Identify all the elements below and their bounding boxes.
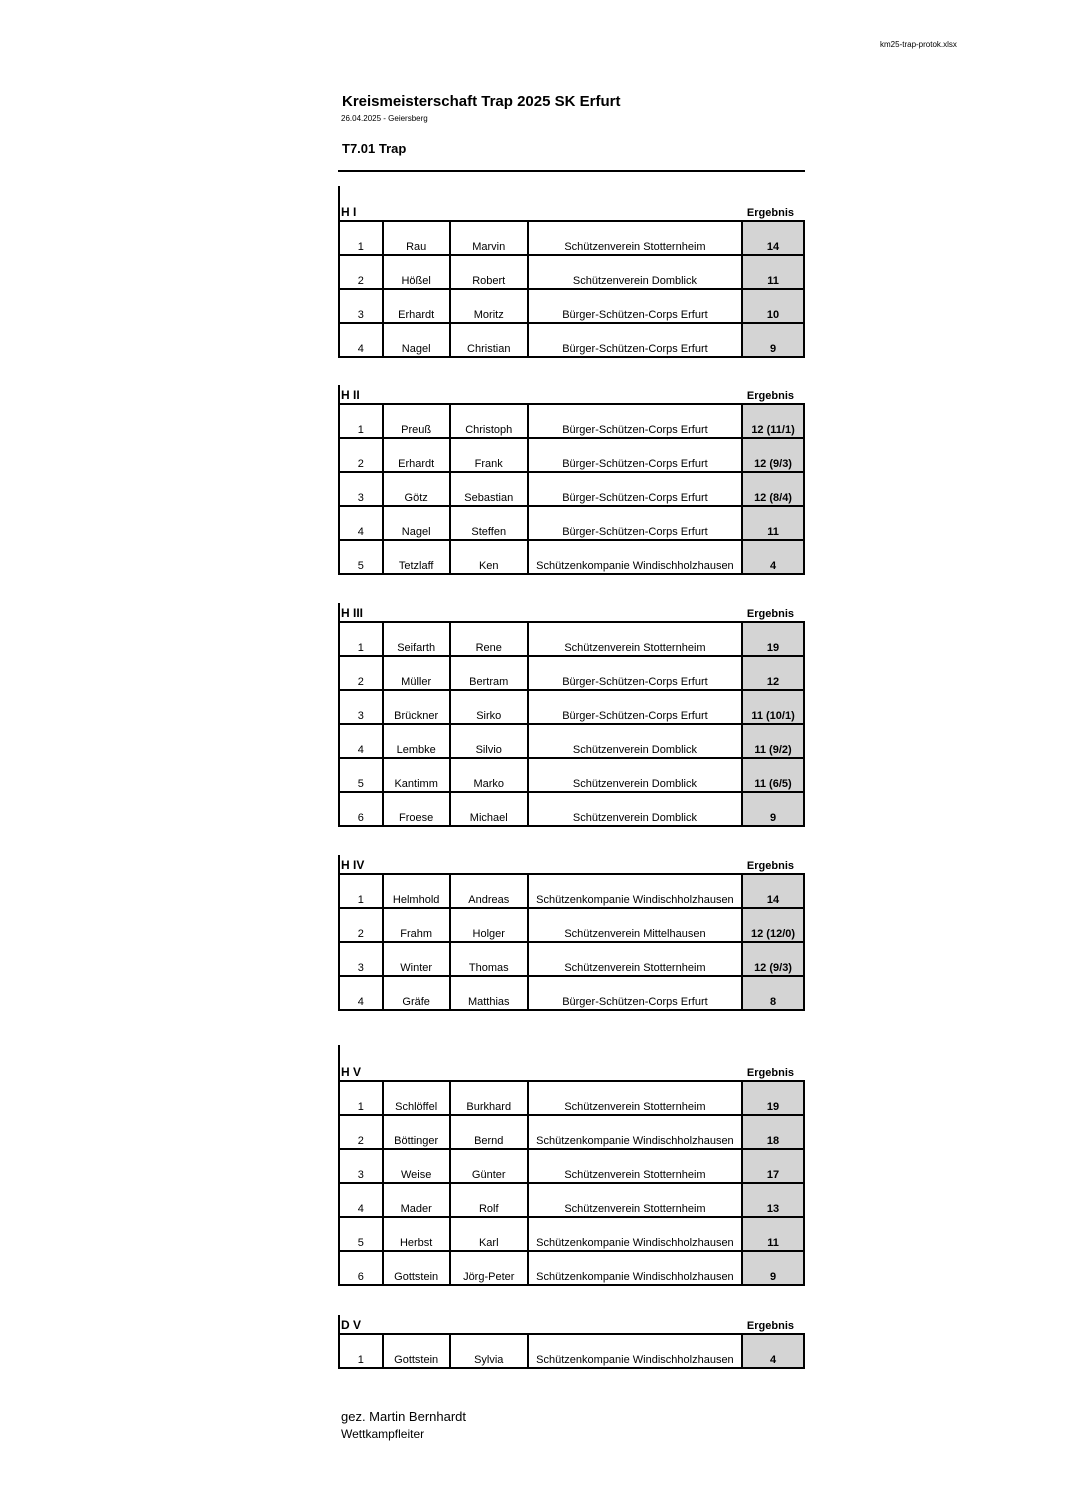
results-table <box>338 621 805 827</box>
rank-cell: 2 <box>339 438 383 472</box>
club-cell: Schützenverein Domblick <box>528 792 742 826</box>
first-name-cell: Sylvia <box>450 1334 528 1368</box>
group-header <box>338 204 805 220</box>
first-name-cell: Rolf <box>450 1183 528 1217</box>
result-cell: 14 <box>742 221 804 255</box>
last-name-cell: Brückner <box>383 690 450 724</box>
club-cell: Schützenverein Stotternheim <box>528 622 742 656</box>
result-cell: 11 <box>742 1217 804 1251</box>
result-cell: 4 <box>742 1334 804 1368</box>
rank-cell: 5 <box>339 758 383 792</box>
rank-cell: 4 <box>339 1183 383 1217</box>
table-row <box>339 908 804 942</box>
last-name-cell: Herbst <box>383 1217 450 1251</box>
last-name-cell: Böttinger <box>383 1115 450 1149</box>
club-cell: Schützenverein Domblick <box>528 758 742 792</box>
last-name-cell: Schlöffel <box>383 1081 450 1115</box>
first-name-cell: Steffen <box>450 506 528 540</box>
first-name-cell: Marvin <box>450 221 528 255</box>
group-name: H III <box>341 606 364 620</box>
table-row <box>339 540 804 574</box>
result-cell: 12 (9/3) <box>742 438 804 472</box>
result-cell: 11 <box>742 506 804 540</box>
result-cell: 12 <box>742 656 804 690</box>
first-name-cell: Sebastian <box>450 472 528 506</box>
group-header <box>338 605 805 621</box>
first-name-cell: Thomas <box>450 942 528 976</box>
first-name-cell: Silvio <box>450 724 528 758</box>
rank-cell: 1 <box>339 221 383 255</box>
first-name-cell: Bernd <box>450 1115 528 1149</box>
first-name-cell: Matthias <box>450 976 528 1010</box>
club-cell: Bürger-Schützen-Corps Erfurt <box>528 438 742 472</box>
table-row <box>339 1115 804 1149</box>
first-name-cell: Bertram <box>450 656 528 690</box>
result-cell: 12 (8/4) <box>742 472 804 506</box>
result-cell: 11 (6/5) <box>742 758 804 792</box>
last-name-cell: Frahm <box>383 908 450 942</box>
club-cell: Schützenverein Stotternheim <box>528 221 742 255</box>
first-name-cell: Michael <box>450 792 528 826</box>
last-name-cell: Preuß <box>383 404 450 438</box>
result-cell: 8 <box>742 976 804 1010</box>
last-name-cell: Tetzlaff <box>383 540 450 574</box>
rank-cell: 2 <box>339 908 383 942</box>
table-row <box>339 1081 804 1115</box>
table-row <box>339 289 804 323</box>
last-name-cell: Lembke <box>383 724 450 758</box>
result-cell: 10 <box>742 289 804 323</box>
table-row <box>339 472 804 506</box>
table-row <box>339 1183 804 1217</box>
table-row <box>339 1149 804 1183</box>
result-cell: 9 <box>742 323 804 357</box>
club-cell: Bürger-Schützen-Corps Erfurt <box>528 289 742 323</box>
first-name-cell: Rene <box>450 622 528 656</box>
result-cell: 17 <box>742 1149 804 1183</box>
club-cell: Bürger-Schützen-Corps Erfurt <box>528 323 742 357</box>
result-cell: 13 <box>742 1183 804 1217</box>
file-name: km25-trap-protok.xlsx <box>880 40 957 49</box>
group-name: H IV <box>341 858 365 872</box>
rank-cell: 6 <box>339 1251 383 1285</box>
rank-cell: 5 <box>339 540 383 574</box>
result-column-label: Ergebnis <box>746 608 794 620</box>
result-column-label: Ergebnis <box>746 390 794 402</box>
group-header <box>338 387 805 403</box>
group-name: H II <box>341 388 360 402</box>
results-table <box>338 1333 805 1369</box>
table-row <box>339 1334 804 1368</box>
club-cell: Schützenkompanie Windischholzhausen <box>528 874 742 908</box>
result-cell: 11 (10/1) <box>742 690 804 724</box>
table-row <box>339 976 804 1010</box>
first-name-cell: Frank <box>450 438 528 472</box>
last-name-cell: Gottstein <box>383 1251 450 1285</box>
result-column-label: Ergebnis <box>746 860 794 872</box>
first-name-cell: Marko <box>450 758 528 792</box>
result-cell: 18 <box>742 1115 804 1149</box>
club-cell: Bürger-Schützen-Corps Erfurt <box>528 690 742 724</box>
first-name-cell: Karl <box>450 1217 528 1251</box>
club-cell: Schützenkompanie Windischholzhausen <box>528 1334 742 1368</box>
first-name-cell: Christian <box>450 323 528 357</box>
club-cell: Bürger-Schützen-Corps Erfurt <box>528 656 742 690</box>
table-row <box>339 656 804 690</box>
last-name-cell: Gräfe <box>383 976 450 1010</box>
results-table <box>338 220 805 358</box>
club-cell: Schützenverein Stotternheim <box>528 1149 742 1183</box>
club-cell: Schützenkompanie Windischholzhausen <box>528 540 742 574</box>
rank-cell: 6 <box>339 792 383 826</box>
page-title: Kreismeisterschaft Trap 2025 SK Erfurt <box>342 93 621 110</box>
title-divider <box>338 170 805 172</box>
table-row <box>339 758 804 792</box>
table-row <box>339 255 804 289</box>
signature-role: Wettkampfleiter <box>341 1427 425 1441</box>
club-cell: Bürger-Schützen-Corps Erfurt <box>528 506 742 540</box>
first-name-cell: Günter <box>450 1149 528 1183</box>
table-row <box>339 1251 804 1285</box>
result-cell: 4 <box>742 540 804 574</box>
last-name-cell: Rau <box>383 221 450 255</box>
table-row <box>339 724 804 758</box>
first-name-cell: Sirko <box>450 690 528 724</box>
last-name-cell: Nagel <box>383 506 450 540</box>
first-name-cell: Christoph <box>450 404 528 438</box>
result-column-label: Ergebnis <box>746 1320 794 1332</box>
discipline-title: T7.01 Trap <box>342 141 407 156</box>
rank-cell: 1 <box>339 1334 383 1368</box>
results-table <box>338 403 805 575</box>
first-name-cell: Holger <box>450 908 528 942</box>
table-row <box>339 1217 804 1251</box>
last-name-cell: Gottstein <box>383 1334 450 1368</box>
rank-cell: 2 <box>339 1115 383 1149</box>
last-name-cell: Kantimm <box>383 758 450 792</box>
rank-cell: 3 <box>339 1149 383 1183</box>
rank-cell: 3 <box>339 472 383 506</box>
group-name: H I <box>341 205 357 219</box>
first-name-cell: Jörg-Peter <box>450 1251 528 1285</box>
last-name-cell: Mader <box>383 1183 450 1217</box>
group-name: D V <box>341 1318 362 1332</box>
group-header <box>338 1064 805 1080</box>
club-cell: Schützenverein Stotternheim <box>528 942 742 976</box>
club-cell: Schützenverein Domblick <box>528 255 742 289</box>
table-row <box>339 942 804 976</box>
rank-cell: 1 <box>339 622 383 656</box>
club-cell: Schützenkompanie Windischholzhausen <box>528 1115 742 1149</box>
rank-cell: 3 <box>339 690 383 724</box>
result-cell: 11 <box>742 255 804 289</box>
last-name-cell: Erhardt <box>383 289 450 323</box>
result-cell: 12 (12/0) <box>742 908 804 942</box>
club-cell: Schützenverein Stotternheim <box>528 1081 742 1115</box>
result-cell: 14 <box>742 874 804 908</box>
first-name-cell: Andreas <box>450 874 528 908</box>
table-row <box>339 622 804 656</box>
last-name-cell: Götz <box>383 472 450 506</box>
club-cell: Schützenverein Domblick <box>528 724 742 758</box>
result-cell: 9 <box>742 792 804 826</box>
signature-name: gez. Martin Bernhardt <box>341 1409 467 1424</box>
table-row <box>339 221 804 255</box>
table-row <box>339 792 804 826</box>
rank-cell: 1 <box>339 404 383 438</box>
rank-cell: 2 <box>339 255 383 289</box>
result-cell: 9 <box>742 1251 804 1285</box>
first-name-cell: Robert <box>450 255 528 289</box>
club-cell: Schützenverein Mittelhausen <box>528 908 742 942</box>
results-table <box>338 873 805 1011</box>
last-name-cell: Helmhold <box>383 874 450 908</box>
last-name-cell: Froese <box>383 792 450 826</box>
club-cell: Bürger-Schützen-Corps Erfurt <box>528 976 742 1010</box>
date-location: 26.04.2025 - Geiersberg <box>341 114 428 123</box>
last-name-cell: Weise <box>383 1149 450 1183</box>
result-cell: 19 <box>742 1081 804 1115</box>
rank-cell: 4 <box>339 724 383 758</box>
table-row <box>339 506 804 540</box>
rank-cell: 4 <box>339 323 383 357</box>
club-cell: Bürger-Schützen-Corps Erfurt <box>528 404 742 438</box>
rank-cell: 2 <box>339 656 383 690</box>
result-cell: 12 (11/1) <box>742 404 804 438</box>
last-name-cell: Müller <box>383 656 450 690</box>
club-cell: Bürger-Schützen-Corps Erfurt <box>528 472 742 506</box>
rank-cell: 4 <box>339 506 383 540</box>
last-name-cell: Seifarth <box>383 622 450 656</box>
result-cell: 12 (9/3) <box>742 942 804 976</box>
club-cell: Schützenverein Stotternheim <box>528 1183 742 1217</box>
group-header <box>338 857 805 873</box>
first-name-cell: Ken <box>450 540 528 574</box>
last-name-cell: Hößel <box>383 255 450 289</box>
first-name-cell: Burkhard <box>450 1081 528 1115</box>
result-cell: 19 <box>742 622 804 656</box>
results-table <box>338 1080 805 1286</box>
club-cell: Schützenkompanie Windischholzhausen <box>528 1217 742 1251</box>
rank-cell: 4 <box>339 976 383 1010</box>
rank-cell: 3 <box>339 289 383 323</box>
group-header <box>338 1317 805 1333</box>
last-name-cell: Nagel <box>383 323 450 357</box>
group-name: H V <box>341 1065 362 1079</box>
result-column-label: Ergebnis <box>746 207 794 219</box>
last-name-cell: Erhardt <box>383 438 450 472</box>
first-name-cell: Moritz <box>450 289 528 323</box>
result-column-label: Ergebnis <box>746 1067 794 1079</box>
last-name-cell: Winter <box>383 942 450 976</box>
rank-cell: 5 <box>339 1217 383 1251</box>
table-row <box>339 690 804 724</box>
rank-cell: 3 <box>339 942 383 976</box>
rank-cell: 1 <box>339 874 383 908</box>
table-row <box>339 404 804 438</box>
club-cell: Schützenkompanie Windischholzhausen <box>528 1251 742 1285</box>
table-row <box>339 323 804 357</box>
result-cell: 11 (9/2) <box>742 724 804 758</box>
table-row <box>339 438 804 472</box>
rank-cell: 1 <box>339 1081 383 1115</box>
table-row <box>339 874 804 908</box>
